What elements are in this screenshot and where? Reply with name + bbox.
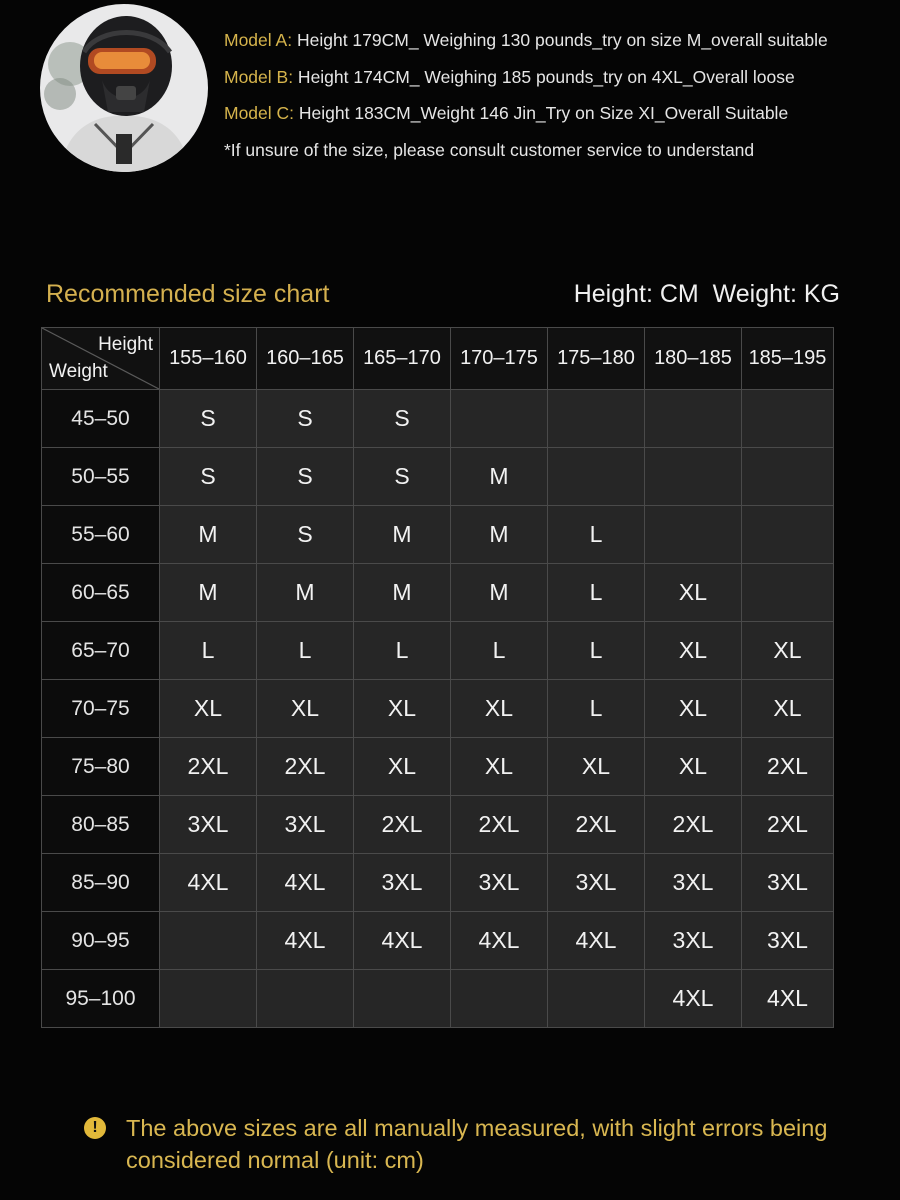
size-cell: L (548, 564, 645, 622)
size-cell: XL (548, 738, 645, 796)
size-cell: XL (645, 680, 742, 738)
table-row (42, 738, 834, 796)
size-cell: 3XL (451, 854, 548, 912)
size-cell: 4XL (451, 912, 548, 970)
size-cell: XL (645, 564, 742, 622)
height-column-header: 170–175 (451, 328, 548, 390)
size-cell: XL (354, 738, 451, 796)
weight-row-header: 60–65 (42, 564, 160, 622)
size-cell: XL (645, 622, 742, 680)
table-row (42, 622, 834, 680)
size-cell: 4XL (257, 854, 354, 912)
size-cell: 4XL (354, 912, 451, 970)
height-column-header: 175–180 (548, 328, 645, 390)
size-cell (742, 448, 834, 506)
helmet-rider-photo (40, 4, 208, 172)
size-chart-body (42, 390, 834, 1028)
weight-row-header: 55–60 (42, 506, 160, 564)
size-cell: L (451, 622, 548, 680)
size-cell: L (548, 680, 645, 738)
table-row (42, 564, 834, 622)
size-cell (548, 970, 645, 1028)
size-cell: S (354, 448, 451, 506)
model-avatar-photo (40, 4, 208, 172)
size-cell: S (257, 506, 354, 564)
weight-row-header: 75–80 (42, 738, 160, 796)
table-row (42, 854, 834, 912)
weight-row-header: 90–95 (42, 912, 160, 970)
size-cell: XL (451, 738, 548, 796)
size-cell: XL (354, 680, 451, 738)
size-cell (160, 912, 257, 970)
size-cell: L (548, 506, 645, 564)
size-cell (742, 390, 834, 448)
size-chart-table (41, 327, 834, 1028)
size-cell: M (160, 564, 257, 622)
size-cell: 3XL (354, 854, 451, 912)
header-row (42, 328, 834, 390)
height-column-header: 165–170 (354, 328, 451, 390)
model-b-note: Model B: Height 174CM_ Weighing 185 pounds_try on 4XL_Overall loose (224, 66, 795, 87)
size-cell: L (257, 622, 354, 680)
size-cell: 2XL (160, 738, 257, 796)
size-cell: 4XL (645, 970, 742, 1028)
size-cell (742, 564, 834, 622)
size-cell: 2XL (742, 738, 834, 796)
corner-weight-label: Weight (49, 361, 108, 382)
size-cell: S (160, 390, 257, 448)
size-cell (645, 390, 742, 448)
size-cell: XL (257, 680, 354, 738)
table-row (42, 448, 834, 506)
size-cell (548, 448, 645, 506)
size-cell: 3XL (548, 854, 645, 912)
size-cell (645, 506, 742, 564)
size-cell: 2XL (354, 796, 451, 854)
size-cell: 4XL (257, 912, 354, 970)
weight-row-header: 85–90 (42, 854, 160, 912)
size-cell: XL (645, 738, 742, 796)
table-row (42, 796, 834, 854)
table-row (42, 912, 834, 970)
consult-note: *If unsure of the size, please consult customer service to understand (224, 139, 755, 160)
size-cell: L (548, 622, 645, 680)
measurement-note-text: The above sizes are all manually measured, with slight errors being considered normal (unit: cm) (126, 1115, 828, 1173)
size-cell: XL (160, 680, 257, 738)
weight-row-header: 70–75 (42, 680, 160, 738)
chart-units: Height: CM Weight: KG (573, 280, 840, 308)
size-cell (742, 506, 834, 564)
size-cell: M (257, 564, 354, 622)
corner-height-label: Height (98, 334, 153, 355)
size-cell: 3XL (645, 854, 742, 912)
size-cell: 2XL (742, 796, 834, 854)
size-cell: XL (742, 622, 834, 680)
model-fit-notes (224, 22, 894, 168)
weight-row-header: 50–55 (42, 448, 160, 506)
size-cell: M (354, 564, 451, 622)
weight-row-header: 65–70 (42, 622, 160, 680)
size-cell: 4XL (160, 854, 257, 912)
size-cell: 3XL (257, 796, 354, 854)
chart-title: Recommended size chart (46, 280, 330, 308)
size-cell: S (257, 448, 354, 506)
size-cell: S (257, 390, 354, 448)
size-cell (451, 390, 548, 448)
size-cell (257, 970, 354, 1028)
size-cell: 2XL (548, 796, 645, 854)
size-cell: XL (742, 680, 834, 738)
weight-row-header: 95–100 (42, 970, 160, 1028)
size-cell: 3XL (742, 854, 834, 912)
height-column-header: 185–195 (742, 328, 834, 390)
exclamation-circle-icon: ! (84, 1117, 106, 1139)
height-column-header: 155–160 (160, 328, 257, 390)
size-cell (645, 448, 742, 506)
size-cell: M (160, 506, 257, 564)
size-cell (354, 970, 451, 1028)
model-a-note: Model A: Height 179CM_ Weighing 130 pounds_try on size M_overall suitable (224, 30, 828, 50)
model-c-note: Model C: Height 183CM_Weight 146 Jin_Try on Size XI_Overall Suitable (224, 103, 789, 123)
table-row (42, 506, 834, 564)
size-cell: 2XL (645, 796, 742, 854)
size-cell: L (160, 622, 257, 680)
size-cell: M (451, 448, 548, 506)
corner-header (42, 328, 160, 390)
size-cell: L (354, 622, 451, 680)
size-cell: M (451, 506, 548, 564)
size-cell (160, 970, 257, 1028)
size-cell: 3XL (645, 912, 742, 970)
size-cell: S (160, 448, 257, 506)
table-row (42, 680, 834, 738)
size-cell: 4XL (742, 970, 834, 1028)
table-row (42, 390, 834, 448)
size-cell: 2XL (451, 796, 548, 854)
table-row (42, 970, 834, 1028)
size-cell: XL (451, 680, 548, 738)
height-column-header: 180–185 (645, 328, 742, 390)
size-cell (451, 970, 548, 1028)
size-cell: 4XL (548, 912, 645, 970)
weight-row-header: 80–85 (42, 796, 160, 854)
weight-row-header: 45–50 (42, 390, 160, 448)
size-cell: 3XL (742, 912, 834, 970)
size-cell (548, 390, 645, 448)
size-cell: M (451, 564, 548, 622)
height-column-header: 160–165 (257, 328, 354, 390)
size-cell: 2XL (257, 738, 354, 796)
size-cell: S (354, 390, 451, 448)
size-cell: M (354, 506, 451, 564)
measurement-note (84, 1112, 844, 1176)
size-cell: 3XL (160, 796, 257, 854)
